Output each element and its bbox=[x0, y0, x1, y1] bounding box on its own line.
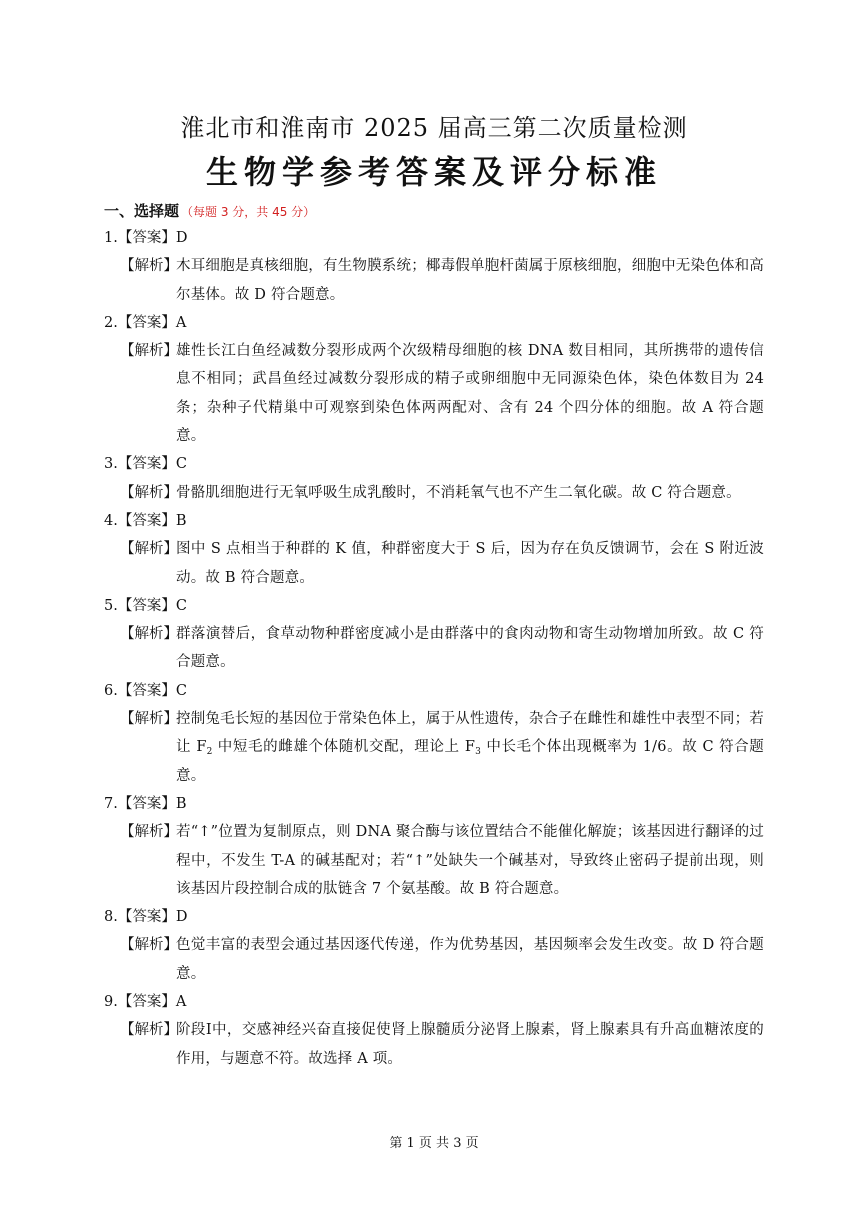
explanation-text: 群落演替后，食草动物种群密度减小是由群落中的食肉动物和寄生动物增加所致。故 C 符合题意。 bbox=[176, 626, 764, 671]
explanation-text-part: 控制兔毛长短的基因位于常染色体上，属于从性遗传，杂合子在雌性和雄性中表型不同；若让 F bbox=[176, 711, 764, 756]
explanation-text: 色觉丰富的表型会通过基因逐代传递，作为优势基因，基因频率会发生改变。故 D 符合题意。 bbox=[176, 937, 764, 982]
question-item bbox=[104, 224, 764, 309]
answer-row bbox=[104, 224, 764, 252]
generation-subscript: 2 bbox=[206, 747, 213, 758]
page-number: 第 1 页 共 3 页 bbox=[389, 1136, 479, 1151]
answer-row bbox=[104, 677, 764, 705]
answer-label: 【答案】 bbox=[117, 512, 176, 529]
question-item bbox=[104, 309, 764, 450]
exam-title: 淮北市和淮南市 2025 届高三第二次质量检测 bbox=[180, 114, 688, 142]
analysis-label: 【解析】 bbox=[120, 258, 178, 275]
explanation bbox=[104, 337, 764, 450]
question-number: 6. bbox=[104, 682, 118, 699]
answer-value: A bbox=[175, 314, 187, 331]
question-number: 4. bbox=[104, 512, 118, 529]
answer-value: C bbox=[175, 597, 187, 614]
explanation bbox=[104, 705, 764, 790]
question-number: 2. bbox=[104, 314, 118, 331]
explanation bbox=[104, 252, 764, 309]
question-number: 3. bbox=[104, 456, 118, 473]
explanation-text: 木耳细胞是真核细胞，有生物膜系统；椰毒假单胞杆菌属于原核细胞，细胞中无染色体和高尔基体。故 D 符合题意。 bbox=[176, 258, 764, 303]
explanation-text: 若“↑”位置为复制原点，则 DNA 聚合酶与该位置结合不能催化解旋；该基因进行翻译的过程中，不发生 T-A 的碱基配对；若“↑”处缺失一个碱基对，导致终止密码子提前出现，则该基因片段控制合成的肽链含 7 个氨基酸。故 B 符合题意。 bbox=[176, 824, 764, 897]
explanation bbox=[104, 1016, 764, 1073]
question-item bbox=[104, 450, 764, 507]
explanation-text bbox=[176, 705, 764, 790]
question-number: 8. bbox=[104, 909, 118, 926]
answer-row bbox=[104, 507, 764, 535]
answer-label: 【答案】 bbox=[117, 314, 176, 331]
question-item bbox=[104, 903, 764, 988]
explanation-text-part: 中短毛的雌雄个体随机交配，理论上 F bbox=[212, 739, 476, 756]
question-item bbox=[104, 592, 764, 677]
answer-label: 【答案】 bbox=[117, 456, 176, 473]
answer-label: 【答案】 bbox=[117, 230, 176, 246]
answer-value: A bbox=[175, 994, 187, 1011]
explanation-text: 图中 S 点相当于种群的 K 值，种群密度大于 S 后，因为存在负反馈调节，会在 S 附近波动。故 B 符合题意。 bbox=[176, 541, 764, 586]
question-number: 7. bbox=[104, 795, 118, 812]
section-score-note: （每题 3 分，共 45 分） bbox=[181, 205, 316, 219]
document-subtitle: 生物学参考答案及评分标准 bbox=[205, 153, 662, 191]
question-number: 5. bbox=[104, 597, 118, 614]
answer-value: C bbox=[175, 456, 187, 473]
answer-row bbox=[104, 592, 764, 620]
section-label: 一、选择题 bbox=[104, 202, 180, 220]
section-heading bbox=[104, 200, 315, 223]
answer-value: D bbox=[175, 909, 188, 926]
question-item bbox=[104, 988, 764, 1073]
answer-label: 【答案】 bbox=[117, 909, 176, 926]
answer-value: B bbox=[175, 795, 187, 812]
answer-value: B bbox=[175, 512, 187, 529]
analysis-label: 【解析】 bbox=[120, 343, 178, 360]
analysis-label: 【解析】 bbox=[120, 626, 178, 643]
answer-row bbox=[104, 988, 764, 1016]
explanation-text: 骨骼肌细胞进行无氧呼吸生成乳酸时，不消耗氧气也不产生二氧化碳。故 C 符合题意。 bbox=[176, 484, 741, 501]
explanation bbox=[104, 479, 764, 507]
analysis-label: 【解析】 bbox=[120, 711, 178, 728]
analysis-label: 【解析】 bbox=[120, 1022, 178, 1039]
answer-value: D bbox=[175, 230, 188, 246]
question-item bbox=[104, 507, 764, 592]
explanation bbox=[104, 535, 764, 592]
explanation-text: 阶段Ⅰ中，交感神经兴奋直接促使肾上腺髓质分泌肾上腺素，肾上腺素具有升高血糖浓度的作用，与题意不符。故选择 A 项。 bbox=[176, 1022, 764, 1067]
answer-label: 【答案】 bbox=[117, 597, 176, 614]
answer-label: 【答案】 bbox=[117, 994, 176, 1011]
question-item bbox=[104, 677, 764, 790]
analysis-label: 【解析】 bbox=[120, 484, 178, 501]
question-item bbox=[104, 790, 764, 903]
explanation bbox=[104, 931, 764, 988]
generation-subscript: 3 bbox=[475, 747, 482, 758]
answer-row bbox=[104, 309, 764, 337]
question-number: 9. bbox=[104, 994, 118, 1011]
answer-label: 【答案】 bbox=[117, 682, 176, 699]
question-number: 1. bbox=[104, 230, 118, 246]
answer-row bbox=[104, 790, 764, 818]
explanation bbox=[104, 620, 764, 677]
answer-label: 【答案】 bbox=[117, 795, 176, 812]
explanation-text-part: 中长毛个体出现概率为 1/6。故 C 符合题意。 bbox=[176, 739, 764, 784]
answer-row bbox=[104, 903, 764, 931]
answer-row bbox=[104, 450, 764, 478]
answer-list bbox=[104, 224, 764, 1073]
analysis-label: 【解析】 bbox=[120, 937, 178, 954]
answer-value: C bbox=[175, 682, 187, 699]
analysis-label: 【解析】 bbox=[120, 824, 178, 841]
analysis-label: 【解析】 bbox=[120, 541, 178, 558]
explanation bbox=[104, 818, 764, 903]
explanation-text: 雄性长江白鱼经减数分裂形成两个次级精母细胞的核 DNA 数目相同，其所携带的遗传信息不相同；武昌鱼经过减数分裂形成的精子或卵细胞中无同源染色体，染色体数目为 24 条；杂种子代精巢中可观察到染色体两两配对、含有 24 个四分体的细胞。故 A 符合题意。 bbox=[176, 343, 764, 445]
